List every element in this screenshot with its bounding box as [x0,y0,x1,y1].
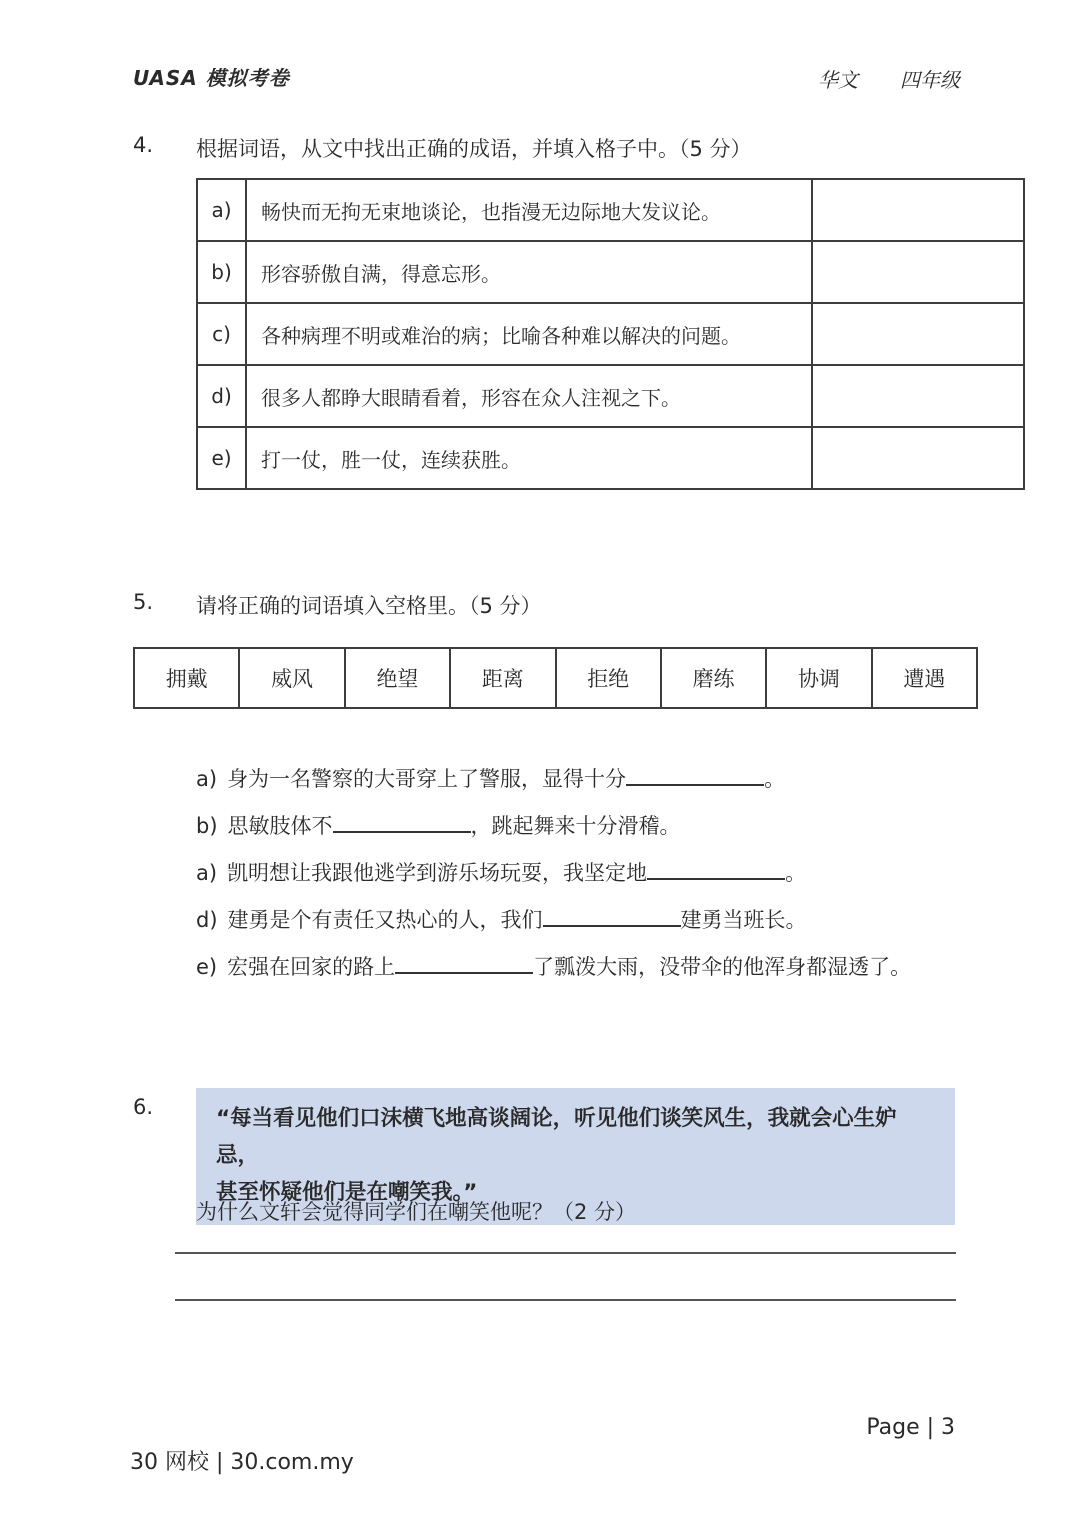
table-row [197,303,1024,365]
row-label: c) [197,303,246,365]
sentence-text-after: 。 [785,861,807,885]
word-bank-item: 遭遇 [872,648,977,708]
sentence-text-after: 。 [764,767,786,791]
sentence-line [196,850,1006,897]
sentence-text-before: 思敏肢体不 [227,814,333,838]
sentence-line [196,944,1006,991]
fill-blank[interactable] [647,878,785,880]
row-label: a) [197,179,246,241]
answer-cell[interactable] [812,427,1024,489]
table-row [197,365,1024,427]
fill-blank[interactable] [395,972,533,974]
row-description: 畅快而无拘无束地谈论，也指漫无边际地大发议论。 [246,179,812,241]
fill-blank[interactable] [626,784,764,786]
sentence-text-before: 宏强在回家的路上 [227,955,396,979]
quote-line-2: 甚至怀疑他们是在嘲笑我。” [216,1180,478,1205]
q5-word-bank [133,647,978,709]
row-description: 各种病理不明或难治的病；比喻各种难以解决的问题。 [246,303,812,365]
word-bank-item: 威风 [239,648,344,708]
answer-cell[interactable] [812,365,1024,427]
table-row [197,427,1024,489]
word-bank-item: 距离 [450,648,555,708]
sentence-text-after: 了瓢泼大雨，没带伞的他浑身都湿透了。 [533,955,912,979]
grade-label: 四年级 [900,68,960,92]
subject-label: 华文 [818,68,858,92]
sentence-label: b) [196,814,218,838]
q5-number: 5. [133,590,154,614]
sentence-text-before: 建勇是个有责任又热心的人，我们 [227,908,543,932]
row-description: 形容骄傲自满，得意忘形。 [246,241,812,303]
table-row [197,179,1024,241]
sentence-label: d) [196,908,218,932]
sentence-label: a) [196,861,218,885]
sentence-line [196,756,1006,803]
sentence-text-after: 建勇当班长。 [680,908,807,932]
sentence-text-after: ，跳起舞来十分滑稽。 [470,814,681,838]
answer-cell[interactable] [812,241,1024,303]
sentence-text-before: 身为一名警察的大哥穿上了警服，显得十分 [227,767,627,791]
word-bank-item: 绝望 [345,648,450,708]
q6-question: 为什么文轩会觉得同学们在嘲笑他呢？（2 分） [196,1200,637,1224]
answer-cell[interactable] [812,303,1024,365]
word-bank-item: 拒绝 [556,648,661,708]
sentence-label: e) [196,955,218,979]
q5-sentences [196,756,1006,991]
page-number: Page | 3 [866,1415,955,1440]
sentence-label: a) [196,767,218,791]
q4-instruction: 根据词语，从文中找出正确的成语，并填入格子中。（5 分） [196,137,752,161]
answer-cell[interactable] [812,179,1024,241]
sentence-text-before: 凯明想让我跟他逃学到游乐场玩耍，我坚定地 [227,861,648,885]
row-description: 打一仗，胜一仗，连续获胜。 [246,427,812,489]
q4-number: 4. [133,133,154,157]
table-row [197,241,1024,303]
q6-number: 6. [133,1095,154,1119]
paper-subject-grade [818,64,960,93]
word-bank-item: 拥戴 [134,648,239,708]
q5-instruction: 请将正确的词语填入空格里。（5 分） [196,594,542,618]
sentence-line [196,897,1006,944]
quote-line-1: “每当看见他们口沫横飞地高谈阔论，听见他们谈笑风生，我就会心生妒忌， [216,1106,897,1168]
sentence-line [196,803,1006,850]
answer-line[interactable] [175,1299,956,1301]
q4-idiom-table [196,178,1025,490]
word-bank-item: 磨练 [661,648,766,708]
word-bank-item: 协调 [766,648,871,708]
fill-blank[interactable] [333,831,471,833]
paper-title: UASA 模拟考卷 [133,66,290,90]
row-description: 很多人都睁大眼睛看着，形容在众人注视之下。 [246,365,812,427]
brand-footer: 30 网校 | 30.com.my [130,1450,354,1475]
answer-line[interactable] [175,1252,956,1254]
row-label: e) [197,427,246,489]
fill-blank[interactable] [543,925,681,927]
row-label: b) [197,241,246,303]
row-label: d) [197,365,246,427]
